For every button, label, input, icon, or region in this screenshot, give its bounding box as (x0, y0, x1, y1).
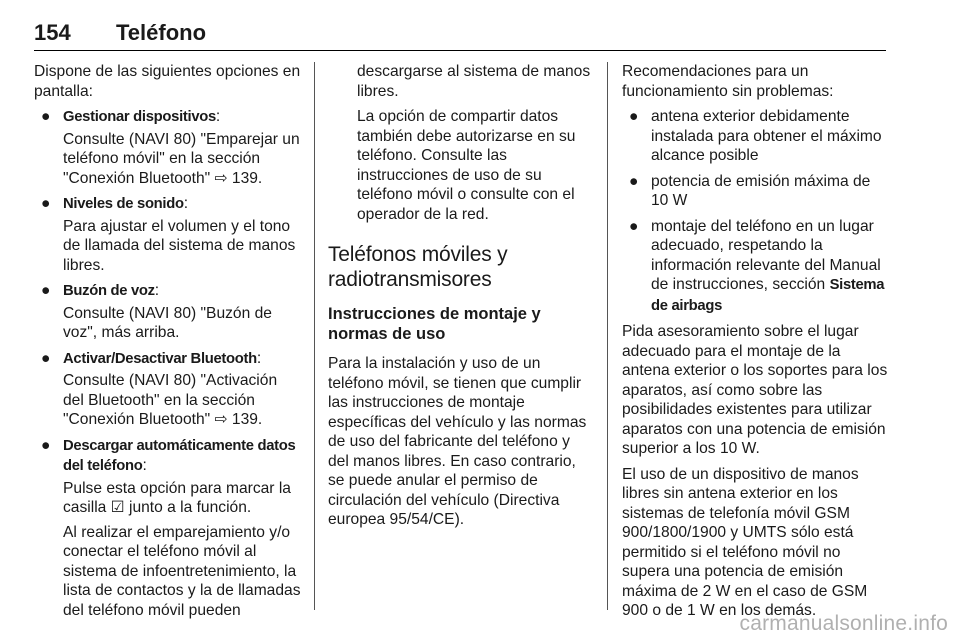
subsection-heading: Instrucciones de montaje y normas de uso (328, 305, 541, 343)
list-item (622, 172, 889, 211)
bullet-icon: ● (41, 282, 51, 299)
intro-paragraph: Dispone de las siguientes opciones en pantalla: (34, 63, 301, 100)
column-divider (314, 62, 315, 610)
option-label: Niveles de sonido (63, 196, 184, 212)
list-item: ● Activar/Desactivar Bluetooth: Consulte (NAVI 80) "Activación del Bluetooth" en la sección "Conexión Bluetooth" ⇨ 139. (34, 349, 302, 430)
option-description: Consulte (NAVI 80) "Buzón de voz", más arriba. (63, 304, 272, 341)
option-label: Descargar automáticamente datos del teléfono (63, 437, 296, 474)
column-2 (328, 62, 593, 536)
column-1 (34, 62, 302, 626)
handsfree-paragraph: El uso de un dispositivo de manos libres sin antena exterior en los sistemas de telefonía móvil GSM 900/1800/1900 y UMTS sólo está permitido si el teléfono móvil no supera una potencia de emisión máxima de 2 W en el caso de GSM 900 o de 1 W en los demás. (622, 465, 868, 619)
installation-paragraph: Para la instalación y uso de un teléfono móvil, se tienen que cumplir las instrucciones de montaje específicas del vehículo y las normas de uso del fabricante del teléfono y del manos libres. En caso contrario, se puede anular el permiso de circulación del vehículo (Directiva europea 95/54/CE). (328, 355, 587, 528)
bullet-icon: ● (41, 436, 51, 454)
column-divider (607, 62, 608, 610)
option-label: Activar/Desactivar Bluetooth (63, 350, 257, 367)
option-label: Gestionar dispositivos (63, 109, 216, 125)
bullet-icon: ● (41, 195, 51, 212)
section-heading: Teléfonos móviles y radiotransmisores (328, 243, 508, 291)
bullet-icon: ● (41, 349, 51, 367)
option-description: Para ajustar el volumen y el tono de llamada del sistema de manos libres. (63, 217, 296, 274)
data-sharing-note: La opción de compartir datos también debe autorizarse en su teléfono. Consulte las instrucciones de uso de su teléfono móvil o consulte con el operador de la red. (357, 108, 576, 223)
list-item: ● Descargar automáticamente datos del teléfono: Pulse esta opción para marcar la casilla ☑ junto a la función. Al realizar el emparejamiento y/o conectar el teléfono móvil al sistema de infoentretenimiento, la lista de contactos y la de llamadas del teléfono móvil pueden (41, 436, 301, 619)
continued-text: descargarse al sistema de manos libres. (357, 63, 591, 100)
options-list (34, 107, 302, 620)
advice-paragraph: Pida asesoramiento sobre el lugar adecuado para el montaje de la antena exterior o los soportes para los aparatos, así como sobre las posibilidades existentes para utilizar aparatos con una potencia de emisión superior a los 10 W. (622, 323, 888, 457)
bullet-icon: ● (629, 108, 639, 125)
list-item (622, 107, 889, 166)
list-item (622, 217, 889, 317)
list-item: ● Gestionar dispositivos: Consulte (NAVI 80) "Emparejar un teléfono móvil" en la sección "Conexión Bluetooth" ⇨ 139. (34, 107, 302, 188)
recommendations-intro: Recomendaciones para un funcionamiento sin problemas: (622, 63, 834, 100)
column-3 (622, 62, 889, 627)
list-item: ● Niveles de sonido: Para ajustar el volumen y el tono de llamada del sistema de manos libres. (34, 194, 302, 275)
page-number: 154 (34, 20, 71, 45)
recommendation-text: antena exterior debidamente instalada para obtener el máximo alcance posible (651, 108, 882, 164)
bullet-icon: ● (629, 172, 639, 190)
recommendation-text: potencia de emisión máxima de 10 W (651, 172, 871, 209)
option-description-continued: Al realizar el emparejamiento y/o conectar el teléfono móvil al sistema de infoentretenimiento, la lista de contactos y la de llamadas del teléfono móvil pueden (63, 523, 301, 619)
bullet-icon: ● (629, 217, 639, 235)
bullet-icon: ● (41, 108, 51, 125)
option-description: Consulte (NAVI 80) "Emparejar un teléfono móvil" en la sección "Conexión Bluetooth" ⇨ 139. (63, 130, 300, 187)
option-label: Buzón de voz (63, 283, 155, 299)
recommendations-list (622, 107, 889, 316)
page-title: Teléfono (116, 20, 207, 45)
recommendation-text: montaje del teléfono en un lugar adecuado, respetando la información relevante del Manual de instrucciones, sección (651, 217, 881, 293)
list-item: ● Buzón de voz: Consulte (NAVI 80) "Buzón de voz", más arriba. (34, 281, 302, 343)
page-header (34, 10, 886, 51)
option-description: Consulte (NAVI 80) "Activación del Bluetooth" en la sección "Conexión Bluetooth" ⇨ 139. (63, 372, 278, 428)
watermark: carmanualsonline.info (739, 612, 948, 635)
section-reference: Sistema de airbags (651, 277, 885, 314)
option-description: Pulse esta opción para marcar la casilla ☑ junto a la función. (63, 479, 291, 516)
